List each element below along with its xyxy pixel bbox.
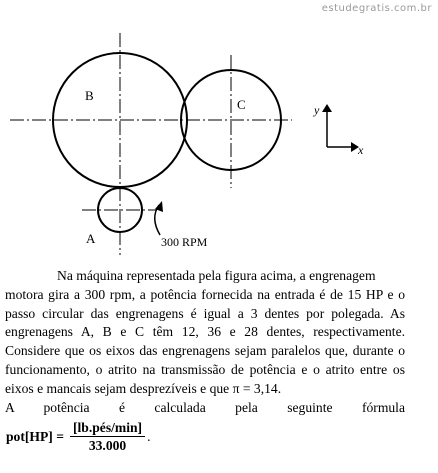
y-axis-label: y — [314, 103, 320, 117]
power-formula — [6, 420, 151, 454]
question-body: motora gira a 300 rpm, a potência fornecida na entrada é de 15 HP e o passo circular das engrenagens é igual a 3 dentes por polegada. As engrenagens A, B e C têm 12, 36 e 28 dentes, respectivamente. Considere que os eixos das engrenagens sejam paralelos que, durante o funcionamento, o atrito na transmissão de potência e o atrito entre os eixos e mancais sejam desprezíveis e que π = 3,14. — [5, 286, 405, 396]
formula-numerator: [lb.pés/min] — [70, 420, 145, 437]
gear-a-label: A — [86, 231, 96, 246]
speed-label: 300 RPM — [161, 235, 208, 249]
formula-denominator: 33.000 — [88, 438, 127, 453]
question-first-line: Na máquina representada pela figura acima, a engrenagem — [57, 268, 376, 283]
formula-end: . — [147, 429, 151, 444]
formula-lhs: pot[HP] = — [6, 429, 64, 444]
question-text — [5, 267, 405, 417]
gear-c-label: C — [237, 97, 246, 112]
question-last-line: A potência é calculada pela seguinte fórmula — [5, 399, 405, 415]
y-axis-arrowhead — [322, 104, 332, 112]
watermark: estudegratis.com.br — [321, 3, 432, 14]
gear-b-label: B — [85, 88, 94, 103]
x-axis-label: x — [358, 143, 364, 157]
formula-fraction — [70, 420, 145, 454]
